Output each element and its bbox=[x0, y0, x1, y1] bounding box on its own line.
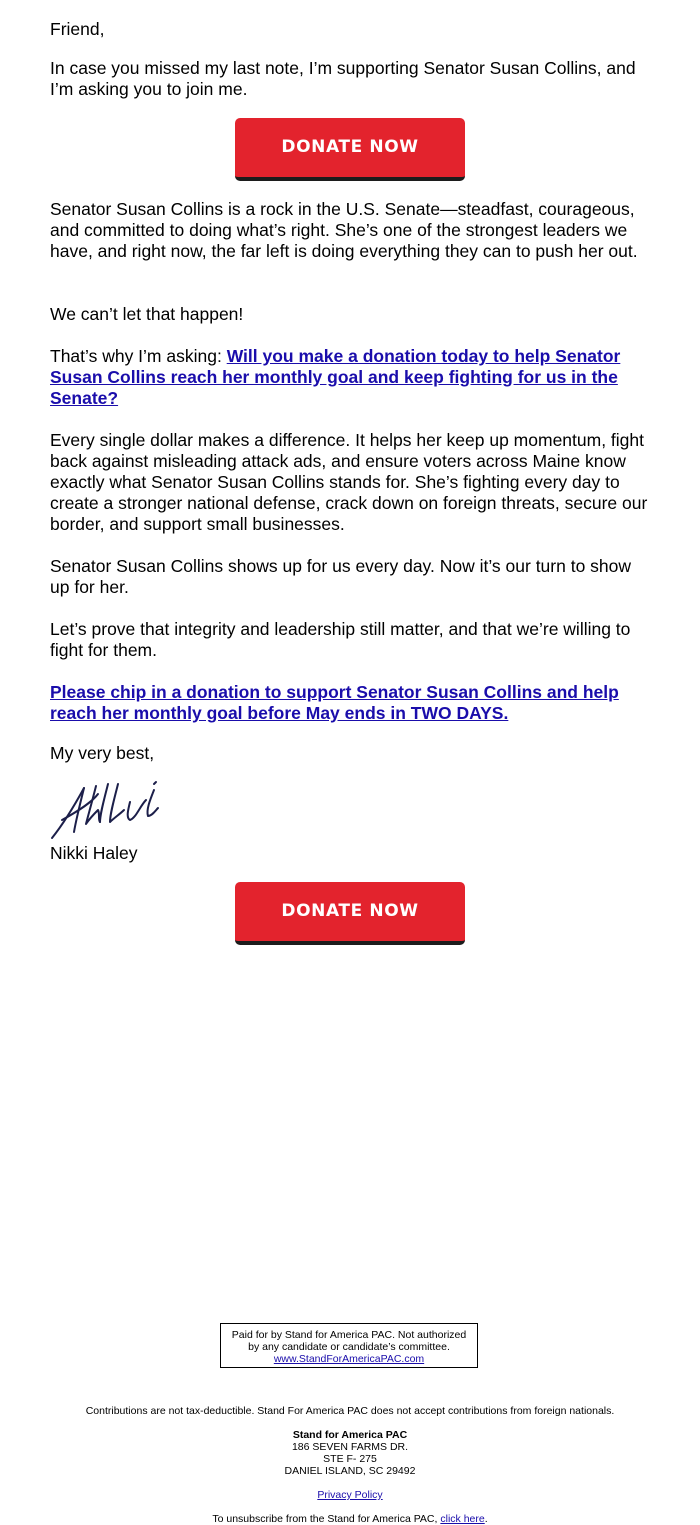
address-line-3: DANIEL ISLAND, SC 29492 bbox=[284, 1465, 416, 1477]
integrity-paragraph: Let’s prove that integrity and leadership still matter, and that we’re willing to fight for them. bbox=[50, 619, 631, 660]
ask-paragraph bbox=[50, 346, 654, 409]
signer-name: Nikki Haley bbox=[50, 843, 138, 863]
unsubscribe-link[interactable]: click here bbox=[440, 1513, 485, 1525]
unsubscribe-prefix: To unsubscribe from the Stand for America PAC, bbox=[212, 1513, 441, 1525]
shows-up-paragraph: Senator Susan Collins shows up for us every day. Now it’s our turn to show up for her. bbox=[50, 556, 632, 597]
greeting: Friend, bbox=[50, 19, 105, 39]
donation-ask-link[interactable]: Will you make a donation today to help Senator Susan Collins reach her monthly goal and keep fighting for us in the Senate? bbox=[50, 346, 621, 408]
donate-now-button-top[interactable]: DONATE NOW bbox=[235, 118, 465, 181]
intro-paragraph: In case you missed my last note, I’m supporting Senator Susan Collins, and I’m asking you to join me. bbox=[50, 58, 636, 99]
donate-now-button-bottom[interactable]: DONATE NOW bbox=[235, 882, 465, 945]
privacy-policy-link[interactable]: Privacy Policy bbox=[317, 1489, 383, 1501]
disclaimer-line-2: by any candidate or candidate’s committee. bbox=[248, 1341, 450, 1353]
tax-note: Contributions are not tax-deductible. Stand For America PAC does not accept contributions from foreign nationals. bbox=[85, 1405, 615, 1417]
disclaimer-line-1: Paid for by Stand for America PAC. Not authorized bbox=[231, 1329, 467, 1341]
cant-let-happen-paragraph: We can’t let that happen! bbox=[50, 304, 244, 324]
privacy-row bbox=[0, 1489, 700, 1501]
ask-prefix: That’s why I’m asking: bbox=[50, 346, 227, 366]
org-name: Stand for America PAC bbox=[292, 1429, 408, 1441]
every-dollar-paragraph: Every single dollar makes a difference. It helps her keep up momentum, fight back against misleading attack ads, and ensure voters across Maine know exactly what Senator Susan Collins stands for. She’s fighting every day to create a stronger national defense, crack down on foreign threats, secure our border, and support small businesses. bbox=[50, 430, 648, 534]
unsubscribe-suffix: . bbox=[484, 1513, 488, 1525]
unsubscribe-row bbox=[0, 1513, 700, 1525]
website-link[interactable]: www.StandForAmericaPAC.com bbox=[273, 1353, 425, 1365]
chip-in-paragraph bbox=[50, 682, 654, 724]
collins-rock-paragraph: Senator Susan Collins is a rock in the U.S. Senate—steadfast, courageous, and committed to doing what’s right. She’s one of the strongest leaders we have, and right now, the far left is doing everything they can to push her out. bbox=[50, 199, 638, 261]
signoff: My very best, bbox=[50, 743, 155, 763]
donate-button-bottom-wrap bbox=[235, 882, 465, 944]
address-line-1: 186 SEVEN FARMS DR. bbox=[291, 1441, 409, 1453]
address-line-2: STE F- 275 bbox=[323, 1453, 377, 1465]
paid-for-disclaimer bbox=[220, 1323, 478, 1368]
signature-image bbox=[50, 780, 162, 842]
chip-in-link[interactable]: Please chip in a donation to support Senator Susan Collins and help reach her monthly goal before May ends in TWO DAYS. bbox=[50, 682, 619, 723]
donate-button-top-wrap bbox=[235, 118, 465, 180]
